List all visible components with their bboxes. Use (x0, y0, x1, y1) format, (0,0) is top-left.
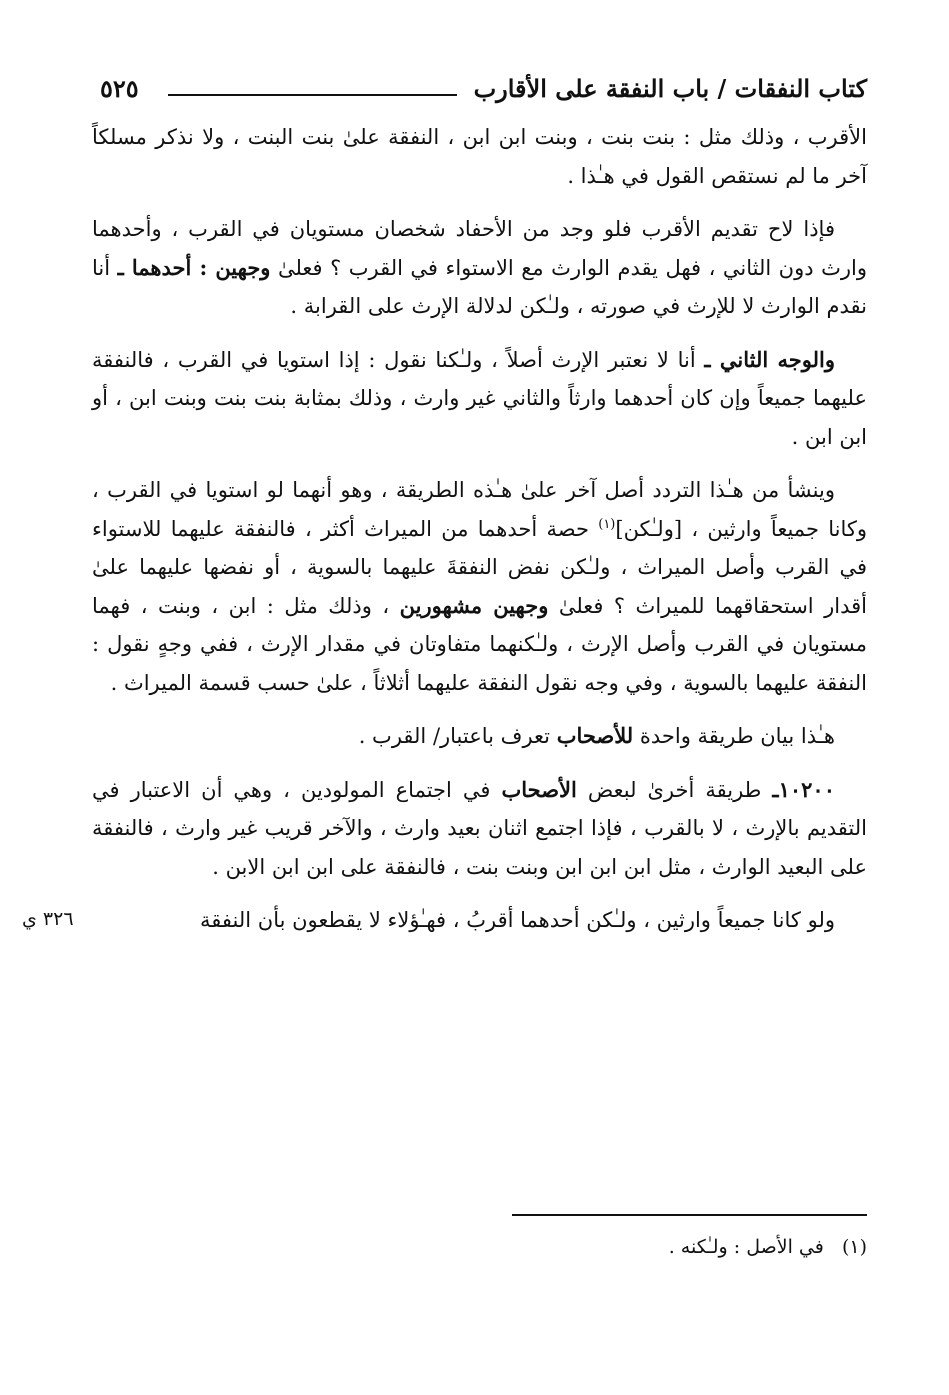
paragraph-6-part-a: طريقة أخرىٰ لبعض (587, 777, 762, 802)
paragraph-5 (92, 717, 867, 756)
footnote-marker: (١) (841, 1236, 867, 1258)
paragraph-7-text: ولو كانا جميعاً وارثين ، ولـٰكن أحدهما أقربُ ، فهـٰؤلاء لا يقطعون بأن النفقة (200, 908, 835, 932)
running-header (100, 70, 867, 106)
margin-note: ٣٢٦ ي (22, 908, 74, 930)
body-text (92, 118, 867, 955)
paragraph-3-bold: والوجه الثاني ـ (704, 346, 835, 372)
paragraph-2 (92, 210, 867, 326)
paragraph-4-bold: وجهين مشهورين (399, 592, 549, 618)
paragraph-5-bold: للأصحاب (556, 723, 634, 748)
footnote-text: في الأصل : ولـٰكنه . (668, 1236, 824, 1258)
paragraph-4 (92, 471, 867, 702)
paragraph-4-part-a: وينشأ من هـٰذا التردد أصل آخر علىٰ هـٰذه الطريقة ، وهو أنهما لو استويا في القرب ، وكانا جميعاً وارثين ، [ولـٰكن] (92, 478, 867, 541)
paragraph-2-text: فإذا لاح تقديم الأقرب فلو وجد من الأحفاد شخصان مستويان في القرب ، وأحدهما وارث دون الثاني ، فهل يقدم الوارث مع الاستواء في القرب ؟ فعلىٰ (92, 217, 867, 280)
paragraph-6 (92, 771, 867, 887)
footnote-rule (512, 1214, 867, 1216)
paragraph-2-bold: وجهين : أحدهما ـ (117, 254, 271, 280)
paragraph-4-part-b: حصة أحدهما من الميراث أكثر ، فالنفقة عليهما للاستواء في القرب وأصل الميراث ، ولـٰكن نفض النفقةَ عليهما بالسوية ، أو نفضها عليهما علىٰ أقدار استحقاقهما للميراث ؟ فعلىٰ (92, 516, 867, 618)
paragraph-5-part-b: تعرف باعتبار/ القرب . (358, 724, 551, 748)
paragraph-5-part-a: هـٰذا بيان طريقة واحدة (639, 724, 835, 748)
page-number: ٥٢٥ (100, 74, 139, 103)
paragraph-6-bold: الأصحاب (501, 776, 577, 802)
header-title: كتاب النفقات / باب النفقة على الأقارب (473, 74, 867, 103)
paragraph-3 (92, 341, 867, 457)
paragraph-6-part-b: في اجتماع المولودين ، وهي أن الاعتبار في التقديم بالإرث ، لا بالقرب ، فإذا اجتمع اثنان بعيد وارث ، والآخر قريب غير وارث ، فالنفقة على البعيد الوارث ، مثل ابن ابن ابن وبنت بنت ، فالنفقة على ابن ابن الابن . (92, 777, 867, 879)
paragraph-7 (92, 901, 867, 940)
footnote (669, 1236, 867, 1258)
footnote-reference: (١) (598, 516, 616, 532)
paragraph-2-end: أنا نقدم الوارث لا للإرث في صورته ، ولـٰكن لدلالة الإرث على القرابة . (92, 255, 867, 318)
header-rule (168, 94, 457, 96)
paragraph-1 (92, 118, 867, 195)
section-number: ١٠٢٠٠ـ (772, 776, 835, 802)
paragraph-1-text: الأقرب ، وذلك مثل : بنت بنت ، وبنت ابن ابن ، النفقة علىٰ بنت البنت ، ولا نذكر مسلكاً آخر ما لم نستقص القول في هـٰذا . (92, 125, 867, 188)
paragraph-3-text: أنا لا نعتبر الإرث أصلاً ، ولـٰكنا نقول : إذا استويا في القرب ، فالنفقة عليهما جميعاً وإن كان أحدهما وارثاً والثاني غير وارث ، وذلك بمثابة بنت بنت وبنت ابن ، أو ابن ابن . (92, 347, 867, 449)
paragraph-4-part-c: ، وذلك مثل : ابن ، وبنت ، فهما مستويان في القرب وأصل الإرث ، ولـٰكنهما متفاوتان في مقدار الإرث ، ففي وجهٍ نقول : النفقة عليهما بالسوية ، وفي وجه نقول النفقة عليهما أثلاثاً ، علىٰ حسب قسمة الميراث . (92, 593, 867, 695)
